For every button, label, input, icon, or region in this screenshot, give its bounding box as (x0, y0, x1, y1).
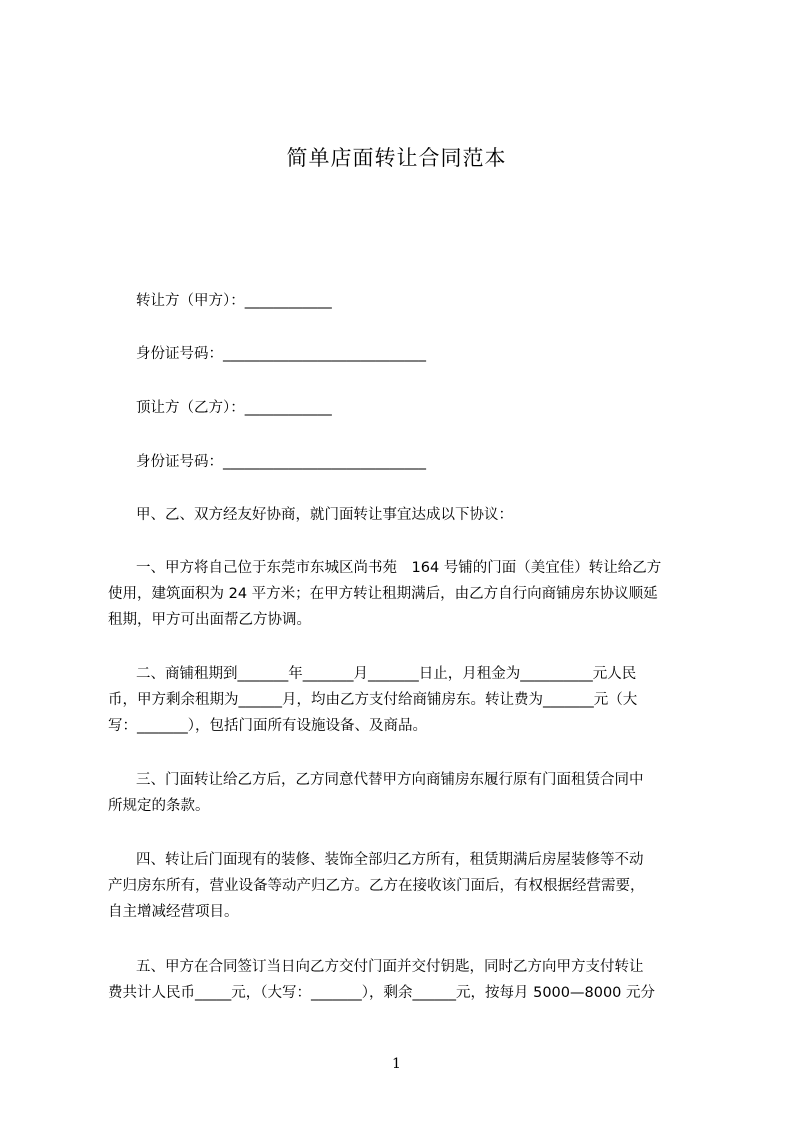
clause-4-line-2: 产归房东所有，营业设备等动产归乙方。乙方在接收该门面后，有权根据经营需要， (108, 878, 645, 894)
clause-1-line-3: 租期，甲方可出面帮乙方协调。 (108, 612, 311, 628)
intro-paragraph: 甲、乙、双方经友好协商，就门面转让事宜达成以下协议： (136, 507, 513, 523)
clause-4-line-3: 自主增减经营项目。 (108, 904, 239, 920)
clause-1-line-1: 一、甲方将自己位于东莞市东城区尚书苑 164 号铺的门面（美宜佳）转让给乙方 (136, 560, 662, 576)
clause-5-line-2: 费共计人民币_____元，（大写：_______），剩余______元，按每月 5000—8000 元分 (108, 985, 656, 1001)
transferor-id-field: 身份证号码：____________________________ (136, 346, 426, 362)
clause-2-line-2: 币，甲方剩余租期为______月，均由乙方支付给商铺房东。转让费为_______元（大 (108, 692, 638, 708)
clause-3-line-2: 所规定的条款。 (108, 798, 210, 814)
transferor-field: 转让方（甲方）：____________ (136, 293, 332, 309)
page-number: 1 (392, 1056, 401, 1072)
clause-1-line-2: 使用，建筑面积为 24 平方米；在甲方转让租期满后，由乙方自行向商铺房东协议顺延 (108, 586, 658, 602)
clause-5-line-1: 五、甲方在合同签订当日向乙方交付门面并交付钥匙，同时乙方向甲方支付转让 (136, 959, 644, 975)
clause-2-line-3: 写：_______），包括门面所有设施设备、及商品。 (108, 718, 427, 734)
clause-4-line-1: 四、转让后门面现有的装修、装饰全部归乙方所有，租赁期满后房屋装修等不动 (136, 852, 644, 868)
transferee-id-field: 身份证号码：____________________________ (136, 454, 426, 470)
clause-2-line-1: 二、商铺租期到_______年_______月_______日止，月租金为__________元人民 (136, 666, 637, 682)
document-title: 简单店面转让合同范本 (286, 146, 507, 170)
clause-3-line-1: 三、门面转让给乙方后，乙方同意代替甲方向商铺房东履行原有门面租赁合同中 (136, 772, 644, 788)
transferee-field: 顶让方（乙方）：____________ (136, 400, 332, 416)
